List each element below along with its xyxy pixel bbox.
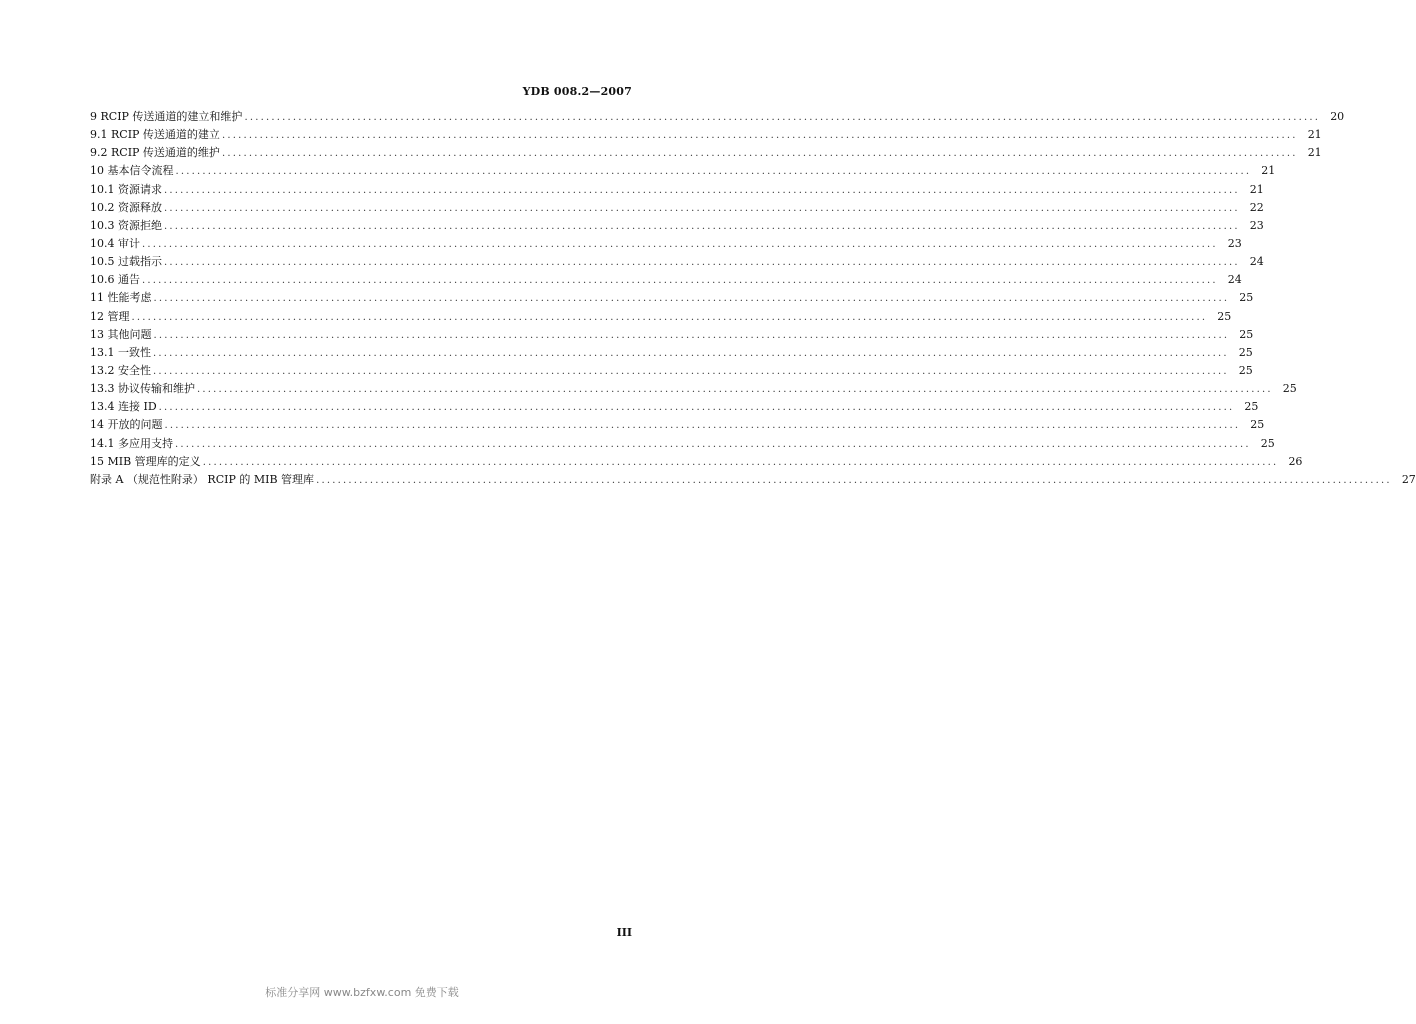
toc-entry: [90, 199, 1264, 217]
toc-entry: [90, 471, 1416, 489]
toc-entry: [90, 380, 1297, 398]
toc-entry: [90, 271, 1242, 289]
toc-dot-leader: ........................................................................................................................................................................................................: [202, 456, 1279, 468]
toc-entry-page: 25: [1238, 363, 1253, 377]
toc-dot-leader: ........................................................................................................................................................................................................: [175, 166, 1252, 178]
toc-dot-leader: ........................................................................................................................................................................................................: [221, 130, 1298, 142]
toc-entry-page: 25: [1250, 418, 1265, 432]
toc-entry-title: 13.3 协议传输和维护: [90, 382, 195, 396]
toc-entry-page: 27: [1401, 472, 1416, 486]
toc-entry-title: 9.1 RCIP 传送通道的建立: [90, 128, 220, 142]
toc-entry-page: 25: [1282, 382, 1297, 396]
toc-entry: [90, 435, 1275, 453]
toc-entry-title: 14.1 多应用支持: [90, 436, 173, 450]
toc-entry: [90, 235, 1242, 253]
toc-entry: [90, 126, 1322, 144]
toc-entry: [90, 144, 1322, 162]
toc-dot-leader: ........................................................................................................................................................................................................: [164, 202, 1240, 214]
toc-dot-leader: ........................................................................................................................................................................................................: [153, 293, 1230, 305]
toc-entry-title: 14 开放的问题: [90, 418, 163, 432]
toc-entry-page: 24: [1249, 255, 1264, 269]
toc-entry-title: 10.2 资源释放: [90, 200, 162, 214]
toc-entry-page: 25: [1244, 400, 1259, 414]
toc-entry-page: 21: [1249, 182, 1264, 196]
toc-entry-page: 24: [1227, 273, 1242, 287]
watermark-text: 标准分享网 www.bzfxw.com 免费下载: [265, 986, 459, 999]
toc-entry-title: 附录 A （规范性附录） RCIP 的 MIB 管理库: [90, 472, 315, 486]
toc-dot-leader: ........................................................................................................................................................................................................: [175, 438, 1251, 450]
toc-entry: [90, 416, 1265, 434]
toc-dot-leader: ........................................................................................................................................................................................................: [153, 365, 1229, 377]
toc-entry: [90, 162, 1276, 180]
toc-entry-title: 10.3 资源拒绝: [90, 218, 162, 232]
toc-dot-leader: ........................................................................................................................................................................................................: [142, 238, 1218, 250]
toc-dot-leader: ........................................................................................................................................................................................................: [164, 420, 1241, 432]
toc-entry-page: 25: [1239, 291, 1254, 305]
toc-entry-title: 11 性能考虑: [90, 291, 152, 305]
toc-entry-title: 10 基本信令流程: [90, 164, 174, 178]
toc-entry-title: 10.6 通告: [90, 273, 140, 287]
toc-dot-leader: ........................................................................................................................................................................................................: [244, 112, 1321, 123]
toc-entry-title: 10.1 资源请求: [90, 182, 162, 196]
toc-dot-leader: ........................................................................................................................................................................................................: [164, 220, 1240, 232]
toc-entry-title: 13.4 连接 ID: [90, 400, 157, 414]
toc-entry-page: 25: [1217, 309, 1232, 323]
toc-dot-leader: ........................................................................................................................................................................................................: [164, 257, 1240, 269]
toc-dot-leader: ........................................................................................................................................................................................................: [153, 329, 1230, 341]
toc-entry-title: 15 MIB 管理库的定义: [90, 454, 201, 468]
toc-entry-title: 13 其他问题: [90, 327, 152, 341]
toc-entry-title: 9 RCIP 传送通道的建立和维护: [90, 110, 243, 123]
toc-entry-title: 10.5 过载指示: [90, 255, 162, 269]
table-of-contents: [90, 108, 1416, 489]
toc-dot-leader: ........................................................................................................................................................................................................: [131, 311, 1208, 323]
toc-entry-page: 23: [1249, 218, 1264, 232]
toc-entry-title: 13.1 一致性: [90, 345, 151, 359]
doc-header-code: YDB 008.2—2007: [522, 85, 632, 98]
toc-dot-leader: ........................................................................................................................................................................................................: [158, 402, 1235, 414]
toc-entry-title: 12 管理: [90, 309, 130, 323]
toc-entry: [90, 217, 1264, 235]
toc-entry-page: 23: [1227, 236, 1242, 250]
toc-entry-page: 21: [1307, 146, 1322, 160]
toc-entry-page: 25: [1260, 436, 1275, 450]
toc-entry-page: 21: [1261, 164, 1276, 178]
toc-entry: [90, 181, 1264, 199]
toc-entry: [90, 308, 1232, 326]
toc-entry-page: 25: [1238, 345, 1253, 359]
toc-entry-title: 10.4 审计: [90, 236, 140, 250]
toc-entry-page: 26: [1288, 454, 1303, 468]
page-number: III: [616, 926, 632, 939]
toc-entry: [90, 453, 1303, 471]
toc-entry-page: 21: [1307, 128, 1322, 142]
toc-entry-page: 20: [1330, 110, 1345, 123]
toc-dot-leader: ........................................................................................................................................................................................................: [316, 474, 1392, 486]
toc-entry-page: 22: [1249, 200, 1264, 214]
toc-entry: [90, 253, 1264, 271]
toc-entry: [90, 108, 1345, 126]
toc-entry: [90, 362, 1253, 380]
toc-dot-leader: ........................................................................................................................................................................................................: [153, 347, 1229, 359]
toc-entry-title: 9.2 RCIP 传送通道的维护: [90, 146, 220, 160]
toc-dot-leader: ........................................................................................................................................................................................................: [164, 184, 1240, 196]
toc-dot-leader: ........................................................................................................................................................................................................: [221, 148, 1298, 160]
toc-entry: [90, 398, 1259, 416]
toc-entry: [90, 344, 1253, 362]
toc-entry: [90, 326, 1254, 344]
toc-entry-page: 25: [1239, 327, 1254, 341]
toc-dot-leader: ........................................................................................................................................................................................................: [142, 275, 1218, 287]
toc-dot-leader: ........................................................................................................................................................................................................: [197, 384, 1273, 396]
toc-entry-title: 13.2 安全性: [90, 363, 151, 377]
toc-entry: [90, 289, 1254, 307]
